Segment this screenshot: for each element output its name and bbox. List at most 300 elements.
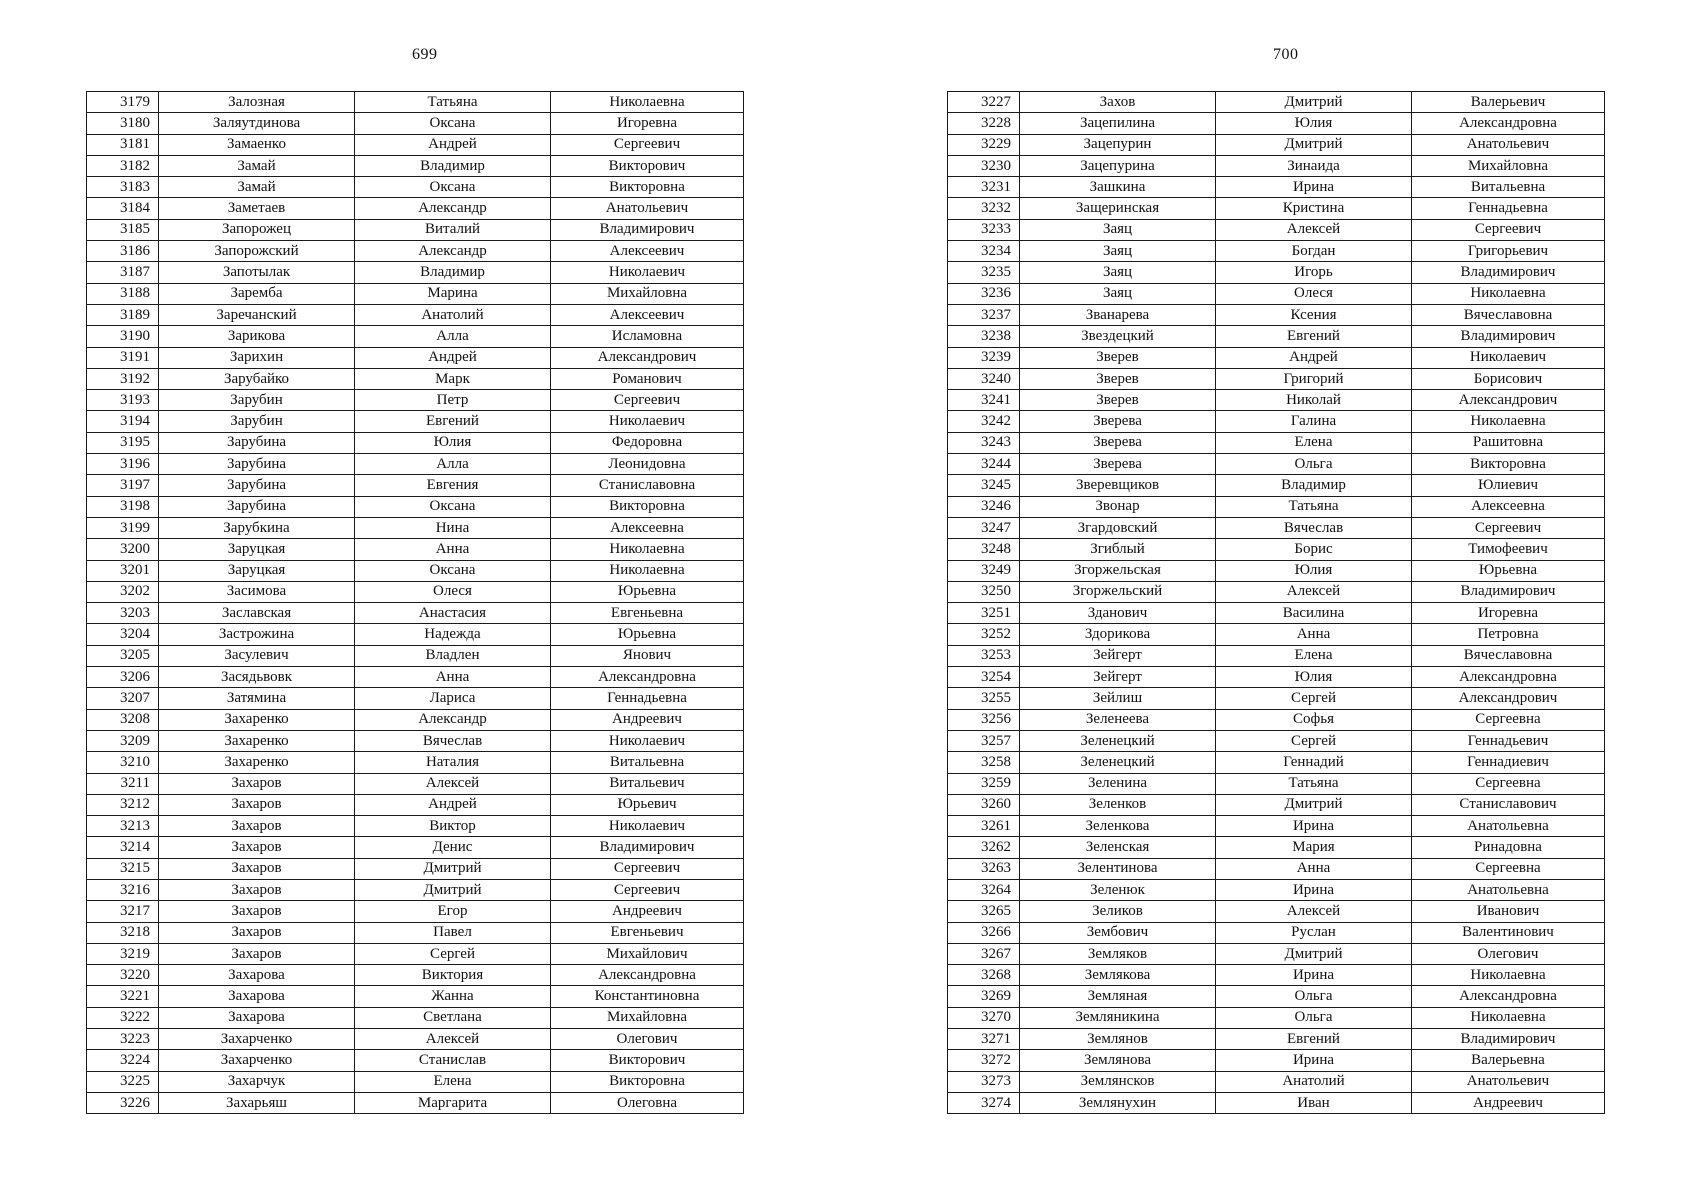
patronymic-cell: Сергеевич [551,879,744,900]
table-row [948,411,1605,432]
row-number-cell: 3196 [87,454,159,475]
surname-cell: Зейгерт [1020,667,1216,688]
first-name-cell: Григорий [1216,368,1412,389]
patronymic-cell: Витальевна [1412,177,1605,198]
surname-cell: Захаров [159,773,355,794]
table-row [87,177,744,198]
patronymic-cell: Александровна [551,667,744,688]
first-name-cell: Юлия [1216,667,1412,688]
surname-cell: Захарова [159,1007,355,1028]
surname-cell: Зарубина [159,454,355,475]
table-row [948,539,1605,560]
table-row [948,858,1605,879]
surname-cell: Зданович [1020,603,1216,624]
surname-cell: Захаренко [159,752,355,773]
first-name-cell: Ирина [1216,177,1412,198]
table-row [948,134,1605,155]
row-number-cell: 3189 [87,304,159,325]
row-number-cell: 3244 [948,454,1020,475]
first-name-cell: Павел [355,922,551,943]
surname-cell: Захаров [159,794,355,815]
first-name-cell: Сергей [1216,688,1412,709]
first-name-cell: Дмитрий [355,858,551,879]
patronymic-cell: Сергеевич [551,390,744,411]
first-name-cell: Станислав [355,1050,551,1071]
surname-cell: Залозная [159,92,355,113]
patronymic-cell: Борисович [1412,368,1605,389]
first-name-cell: Оксана [355,560,551,581]
first-name-cell: Александр [355,709,551,730]
patronymic-cell: Викторовна [551,177,744,198]
surname-cell: Заяц [1020,283,1216,304]
table-row [948,517,1605,538]
row-number-cell: 3245 [948,475,1020,496]
surname-cell: Зарубайко [159,368,355,389]
first-name-cell: Лариса [355,688,551,709]
table-row [948,198,1605,219]
row-number-cell: 3268 [948,965,1020,986]
table-row [87,1092,744,1113]
row-number-cell: 3238 [948,326,1020,347]
first-name-cell: Александр [355,241,551,262]
patronymic-cell: Владимирович [1412,326,1605,347]
row-number-cell: 3223 [87,1029,159,1050]
surname-cell: Застрожина [159,624,355,645]
table-row [948,1092,1605,1113]
patronymic-cell: Владимирович [551,219,744,240]
surname-cell: Званарева [1020,304,1216,325]
table-row [87,155,744,176]
patronymic-cell: Валерьевич [1412,92,1605,113]
surname-cell: Заруцкая [159,539,355,560]
surname-cell: Зацепурина [1020,155,1216,176]
surname-cell: Заметаев [159,198,355,219]
surname-cell: Захов [1020,92,1216,113]
patronymic-cell: Вячеславовна [1412,645,1605,666]
surname-cell: Зарубкина [159,517,355,538]
patronymic-cell: Николаевич [551,730,744,751]
surname-cell: Замай [159,177,355,198]
first-name-cell: Андрей [355,134,551,155]
surname-cell: Зарубин [159,390,355,411]
first-name-cell: Андрей [355,347,551,368]
row-number-cell: 3263 [948,858,1020,879]
surname-cell: Зеленская [1020,837,1216,858]
row-number-cell: 3192 [87,368,159,389]
table-row [87,326,744,347]
right-page [846,0,1692,1200]
first-name-cell: Игорь [1216,262,1412,283]
patronymic-cell: Петровна [1412,624,1605,645]
first-name-cell: Денис [355,837,551,858]
table-row [87,134,744,155]
row-number-cell: 3256 [948,709,1020,730]
row-number-cell: 3224 [87,1050,159,1071]
table-row [87,837,744,858]
table-row [948,241,1605,262]
table-row [948,454,1605,475]
first-name-cell: Ирина [1216,965,1412,986]
table-row [948,667,1605,688]
first-name-cell: Елена [1216,432,1412,453]
first-name-cell: Виталий [355,219,551,240]
row-number-cell: 3251 [948,603,1020,624]
patronymic-cell: Валентинович [1412,922,1605,943]
table-row [948,752,1605,773]
patronymic-cell: Юрьевна [1412,560,1605,581]
patronymic-cell: Александрович [551,347,744,368]
patronymic-cell: Владимирович [1412,581,1605,602]
surname-cell: Захарчук [159,1071,355,1092]
surname-cell: Зверев [1020,347,1216,368]
patronymic-cell: Николаевич [1412,347,1605,368]
surname-cell: Зеленина [1020,773,1216,794]
first-name-cell: Виктор [355,816,551,837]
surname-cell: Зарубина [159,432,355,453]
first-name-cell: Анна [1216,858,1412,879]
name-table [947,91,1605,1114]
first-name-cell: Евгений [1216,326,1412,347]
row-number-cell: 3221 [87,986,159,1007]
surname-cell: Зверев [1020,368,1216,389]
table-row [948,496,1605,517]
first-name-cell: Алексей [355,1029,551,1050]
first-name-cell: Анастасия [355,603,551,624]
table-row [87,241,744,262]
row-number-cell: 3182 [87,155,159,176]
patronymic-cell: Николаевна [551,560,744,581]
table-row [948,283,1605,304]
first-name-cell: Елена [355,1071,551,1092]
row-number-cell: 3266 [948,922,1020,943]
first-name-cell: Анна [355,667,551,688]
first-name-cell: Анна [355,539,551,560]
patronymic-cell: Александровна [1412,113,1605,134]
table-row [948,624,1605,645]
first-name-cell: Андрей [355,794,551,815]
first-name-cell: Вячеслав [355,730,551,751]
row-number-cell: 3261 [948,816,1020,837]
patronymic-cell: Александровна [1412,986,1605,1007]
first-name-cell: Алексей [1216,901,1412,922]
row-number-cell: 3194 [87,411,159,432]
table-row [87,517,744,538]
first-name-cell: Марина [355,283,551,304]
table-row [948,390,1605,411]
first-name-cell: Юлия [355,432,551,453]
row-number-cell: 3227 [948,92,1020,113]
patronymic-cell: Владимирович [1412,262,1605,283]
patronymic-cell: Алексеевна [551,517,744,538]
row-number-cell: 3203 [87,603,159,624]
first-name-cell: Ирина [1216,816,1412,837]
first-name-cell: Дмитрий [1216,794,1412,815]
surname-cell: Згардовский [1020,517,1216,538]
first-name-cell: Юлия [1216,113,1412,134]
first-name-cell: Евгений [355,411,551,432]
row-number-cell: 3231 [948,177,1020,198]
table-row [948,603,1605,624]
row-number-cell: 3265 [948,901,1020,922]
row-number-cell: 3237 [948,304,1020,325]
surname-cell: Зембович [1020,922,1216,943]
first-name-cell: Ирина [1216,879,1412,900]
table-row [948,709,1605,730]
first-name-cell: Светлана [355,1007,551,1028]
table-row [87,113,744,134]
surname-cell: Згоржельская [1020,560,1216,581]
row-number-cell: 3247 [948,517,1020,538]
table-row [948,432,1605,453]
first-name-cell: Зинаида [1216,155,1412,176]
table-row [87,496,744,517]
surname-cell: Зарубин [159,411,355,432]
table-row [87,688,744,709]
table-row [948,645,1605,666]
row-number-cell: 3250 [948,581,1020,602]
row-number-cell: 3253 [948,645,1020,666]
surname-cell: Замай [159,155,355,176]
table-row [948,177,1605,198]
first-name-cell: Егор [355,901,551,922]
patronymic-cell: Геннадьевна [1412,198,1605,219]
row-number-cell: 3234 [948,241,1020,262]
patronymic-cell: Вячеславовна [1412,304,1605,325]
patronymic-cell: Сергеевич [1412,219,1605,240]
surname-cell: Звездецкий [1020,326,1216,347]
patronymic-cell: Михайловна [551,283,744,304]
table-row [87,454,744,475]
patronymic-cell: Сергеевна [1412,858,1605,879]
row-number-cell: 3206 [87,667,159,688]
row-number-cell: 3198 [87,496,159,517]
row-number-cell: 3232 [948,198,1020,219]
surname-cell: Захаров [159,837,355,858]
row-number-cell: 3269 [948,986,1020,1007]
patronymic-cell: Андреевич [551,901,744,922]
table-row [948,816,1605,837]
name-table [86,91,744,1114]
surname-cell: Заяц [1020,262,1216,283]
table-row [87,858,744,879]
table-row [948,368,1605,389]
patronymic-cell: Анатольевич [1412,134,1605,155]
patronymic-cell: Рашитовна [1412,432,1605,453]
row-number-cell: 3210 [87,752,159,773]
patronymic-cell: Валерьевна [1412,1050,1605,1071]
row-number-cell: 3199 [87,517,159,538]
table-row [948,943,1605,964]
patronymic-cell: Станиславович [1412,794,1605,815]
table-row [948,879,1605,900]
first-name-cell: Маргарита [355,1092,551,1113]
surname-cell: Зверева [1020,411,1216,432]
first-name-cell: Галина [1216,411,1412,432]
patronymic-cell: Михайловна [551,1007,744,1028]
row-number-cell: 3225 [87,1071,159,1092]
patronymic-cell: Олегович [551,1029,744,1050]
surname-cell: Заляутдинова [159,113,355,134]
patronymic-cell: Николаевна [1412,965,1605,986]
first-name-cell: Татьяна [1216,496,1412,517]
first-name-cell: Евгений [1216,1029,1412,1050]
table-row [87,1071,744,1092]
first-name-cell: Татьяна [355,92,551,113]
first-name-cell: Алла [355,454,551,475]
first-name-cell: Нина [355,517,551,538]
table-row [948,326,1605,347]
patronymic-cell: Александрович [1412,390,1605,411]
table-row [948,475,1605,496]
row-number-cell: 3200 [87,539,159,560]
surname-cell: Землянухин [1020,1092,1216,1113]
row-number-cell: 3216 [87,879,159,900]
table-row [87,624,744,645]
surname-cell: Землянсков [1020,1071,1216,1092]
surname-cell: Землякова [1020,965,1216,986]
surname-cell: Запотылак [159,262,355,283]
row-number-cell: 3219 [87,943,159,964]
table-row [948,986,1605,1007]
row-number-cell: 3241 [948,390,1020,411]
patronymic-cell: Юрьевна [551,581,744,602]
row-number-cell: 3202 [87,581,159,602]
first-name-cell: Руслан [1216,922,1412,943]
table-row [87,432,744,453]
surname-cell: Захарова [159,986,355,1007]
row-number-cell: 3270 [948,1007,1020,1028]
row-number-cell: 3267 [948,943,1020,964]
row-number-cell: 3218 [87,922,159,943]
row-number-cell: 3259 [948,773,1020,794]
first-name-cell: Ирина [1216,1050,1412,1071]
table-row [87,1029,744,1050]
table-row [87,943,744,964]
patronymic-cell: Романович [551,368,744,389]
first-name-cell: Ольга [1216,454,1412,475]
patronymic-cell: Витальевна [551,752,744,773]
row-number-cell: 3272 [948,1050,1020,1071]
surname-cell: Захаров [159,922,355,943]
surname-cell: Зеленков [1020,794,1216,815]
row-number-cell: 3235 [948,262,1020,283]
patronymic-cell: Иванович [1412,901,1605,922]
surname-cell: Зверевщиков [1020,475,1216,496]
table-row [948,965,1605,986]
patronymic-cell: Игоревна [551,113,744,134]
table-row [87,709,744,730]
surname-cell: Засимова [159,581,355,602]
row-number-cell: 3273 [948,1071,1020,1092]
row-number-cell: 3222 [87,1007,159,1028]
patronymic-cell: Николаевич [551,816,744,837]
row-number-cell: 3201 [87,560,159,581]
table-row [87,283,744,304]
surname-cell: Захаренко [159,730,355,751]
table-row [87,411,744,432]
table-row [948,1029,1605,1050]
patronymic-cell: Константиновна [551,986,744,1007]
row-number-cell: 3207 [87,688,159,709]
table-row [87,304,744,325]
patronymic-cell: Станиславовна [551,475,744,496]
patronymic-cell: Викторович [551,1050,744,1071]
patronymic-cell: Сергеевич [551,134,744,155]
surname-cell: Заремба [159,283,355,304]
first-name-cell: Оксана [355,113,551,134]
patronymic-cell: Николаевна [1412,283,1605,304]
first-name-cell: Анатолий [1216,1071,1412,1092]
patronymic-cell: Николаевна [1412,411,1605,432]
patronymic-cell: Сергеевна [1412,709,1605,730]
first-name-cell: Оксана [355,496,551,517]
first-name-cell: Евгения [355,475,551,496]
row-number-cell: 3204 [87,624,159,645]
table-row [87,219,744,240]
row-number-cell: 3180 [87,113,159,134]
surname-cell: Заречанский [159,304,355,325]
table-row [948,837,1605,858]
page-number: 699 [412,46,438,63]
patronymic-cell: Николаевна [1412,1007,1605,1028]
row-number-cell: 3249 [948,560,1020,581]
first-name-cell: Анатолий [355,304,551,325]
row-number-cell: 3236 [948,283,1020,304]
surname-cell: Здорикова [1020,624,1216,645]
patronymic-cell: Александровна [551,965,744,986]
patronymic-cell: Янович [551,645,744,666]
table-row [87,773,744,794]
surname-cell: Захарова [159,965,355,986]
patronymic-cell: Анатольевна [1412,879,1605,900]
row-number-cell: 3205 [87,645,159,666]
row-number-cell: 3212 [87,794,159,815]
row-number-cell: 3217 [87,901,159,922]
row-number-cell: 3195 [87,432,159,453]
patronymic-cell: Михайловна [1412,155,1605,176]
first-name-cell: Петр [355,390,551,411]
row-number-cell: 3246 [948,496,1020,517]
row-number-cell: 3240 [948,368,1020,389]
patronymic-cell: Викторовна [551,496,744,517]
row-number-cell: 3183 [87,177,159,198]
surname-cell: Зацепурин [1020,134,1216,155]
first-name-cell: Геннадий [1216,752,1412,773]
table-row [87,752,744,773]
first-name-cell: Виктория [355,965,551,986]
patronymic-cell: Викторовна [551,1071,744,1092]
surname-cell: Зейгерт [1020,645,1216,666]
first-name-cell: Анна [1216,624,1412,645]
surname-cell: Захаров [159,879,355,900]
first-name-cell: Владимир [355,262,551,283]
surname-cell: Запорожец [159,219,355,240]
first-name-cell: Надежда [355,624,551,645]
first-name-cell: Александр [355,198,551,219]
row-number-cell: 3197 [87,475,159,496]
surname-cell: Зеленюк [1020,879,1216,900]
patronymic-cell: Игоревна [1412,603,1605,624]
patronymic-cell: Анатольевич [1412,1071,1605,1092]
surname-cell: Затямина [159,688,355,709]
row-number-cell: 3248 [948,539,1020,560]
table-row [87,347,744,368]
surname-cell: Згоржельский [1020,581,1216,602]
surname-cell: Зарикова [159,326,355,347]
first-name-cell: Марк [355,368,551,389]
patronymic-cell: Николаевич [551,262,744,283]
patronymic-cell: Олегович [1412,943,1605,964]
